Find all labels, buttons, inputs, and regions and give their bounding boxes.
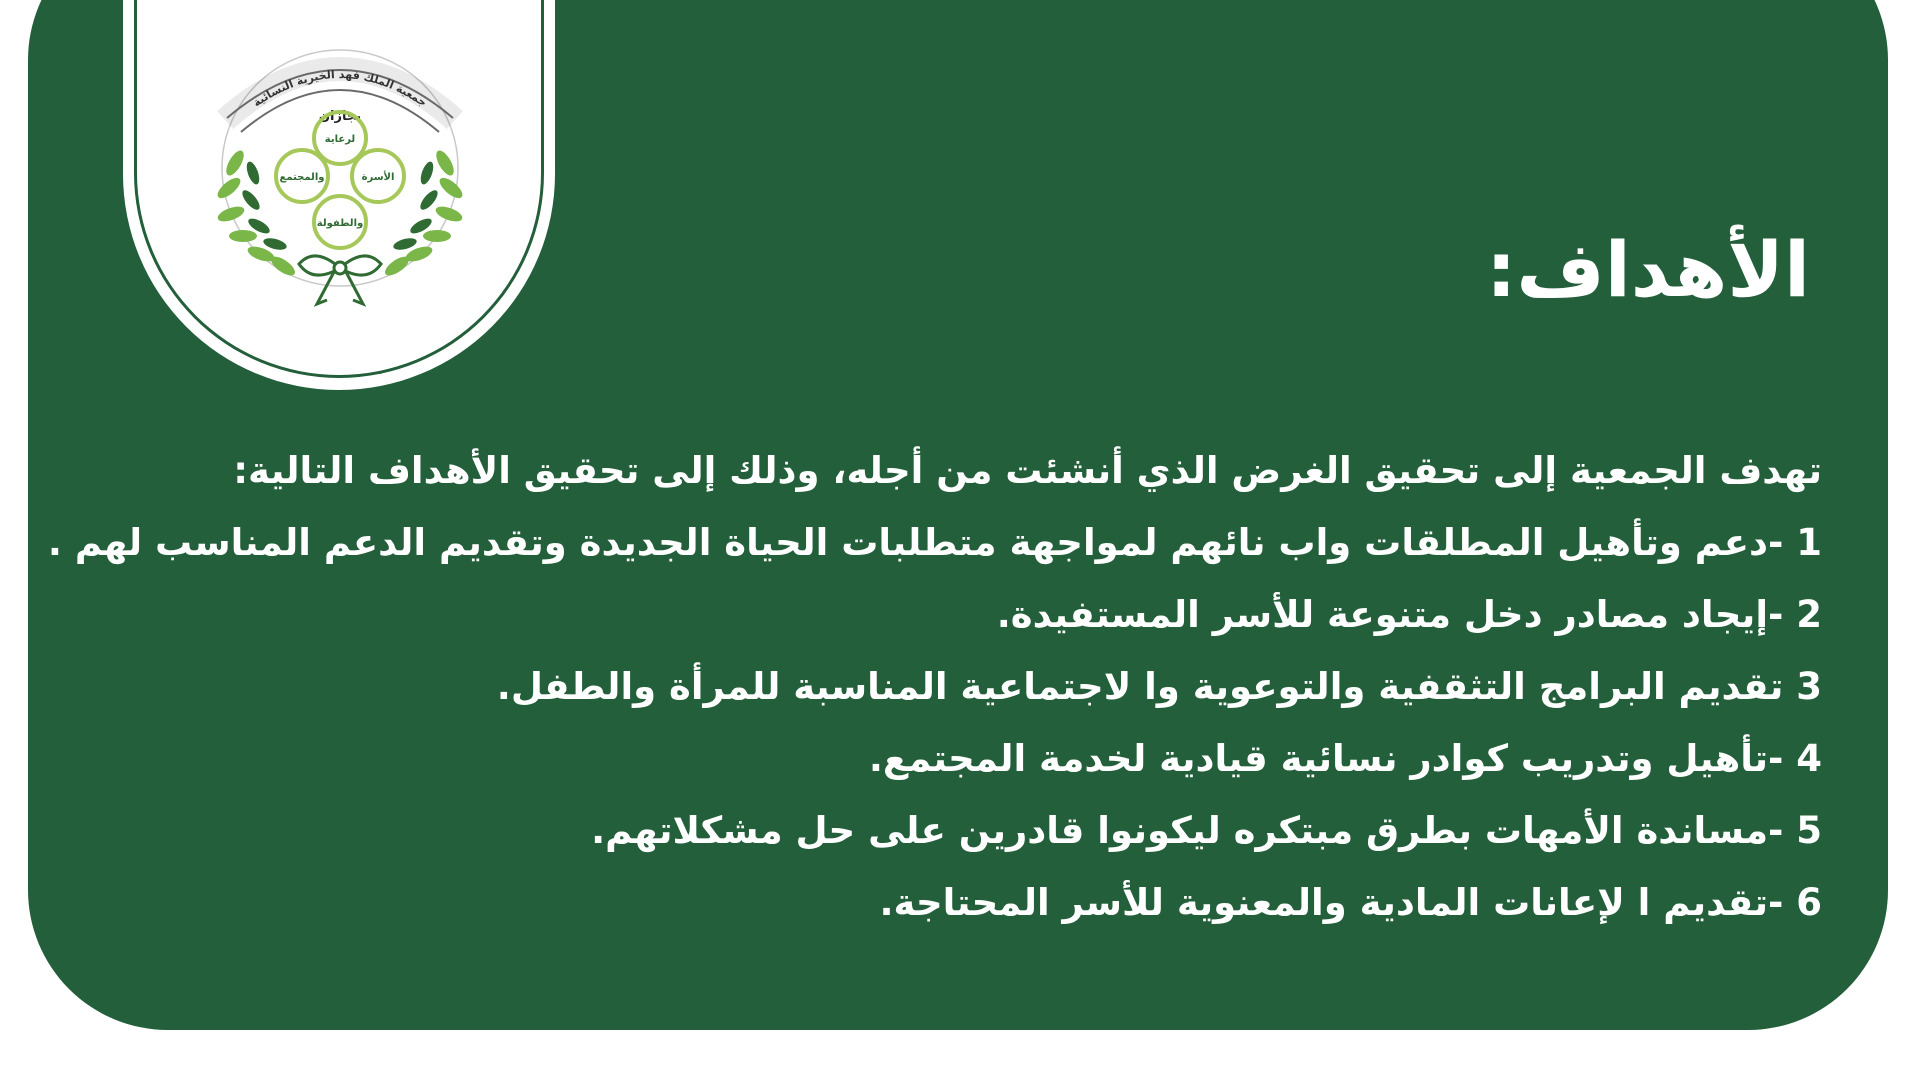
logo-circle-left-text: والمجتمع (279, 172, 325, 183)
goals-intro: تهدف الجمعية إلى تحقيق الغرض الذي أنشئت من أجله، وذلك إلى تحقيق الأهداف التالية: (233, 449, 1822, 492)
list-item: 1 -دعم وتأهيل المطلقات واب نائهم لمواجهة متطلبات الحياة الجديدة وتقديم الدعم المناسب لهم . (47, 521, 1822, 564)
list-item: 5 -مساندة الأمهات بطرق مبتكره ليكونوا قادرين على حل مشكلاتهم. (591, 809, 1822, 852)
logo-circle-top-text: لرعاية (324, 134, 356, 145)
laurel-right-icon (382, 148, 465, 279)
list-item: 2 -إيجاد مصادر دخل متنوعة للأسر المستفيدة. (996, 593, 1822, 636)
logo-arc-text: جمعية الملك فهد الخيرية النسائية (250, 67, 430, 110)
list-item: 4 -تأهيل وتدريب كوادر نسائية قيادية لخدمة المجتمع. (868, 737, 1822, 780)
list-item: 3 تقديم البرامج التثقفية والتوعوية وا لاجتماعية المناسبة للمرأة والطفل. (496, 665, 1822, 708)
page-title: الأهداف: (1486, 225, 1810, 314)
bow-icon (299, 256, 381, 304)
logo-city: بجازان (318, 109, 362, 124)
logo-circle-bottom-text: والطفولة (316, 218, 364, 229)
laurel-left-icon (214, 148, 297, 279)
organization-logo (195, 28, 485, 328)
goals-list (47, 435, 1822, 939)
logo-circle-right-text: الأسرة (361, 172, 395, 183)
list-item: 6 -تقديم ا لإعانات المادية والمعنوية للأسر المحتاجة. (879, 881, 1822, 924)
